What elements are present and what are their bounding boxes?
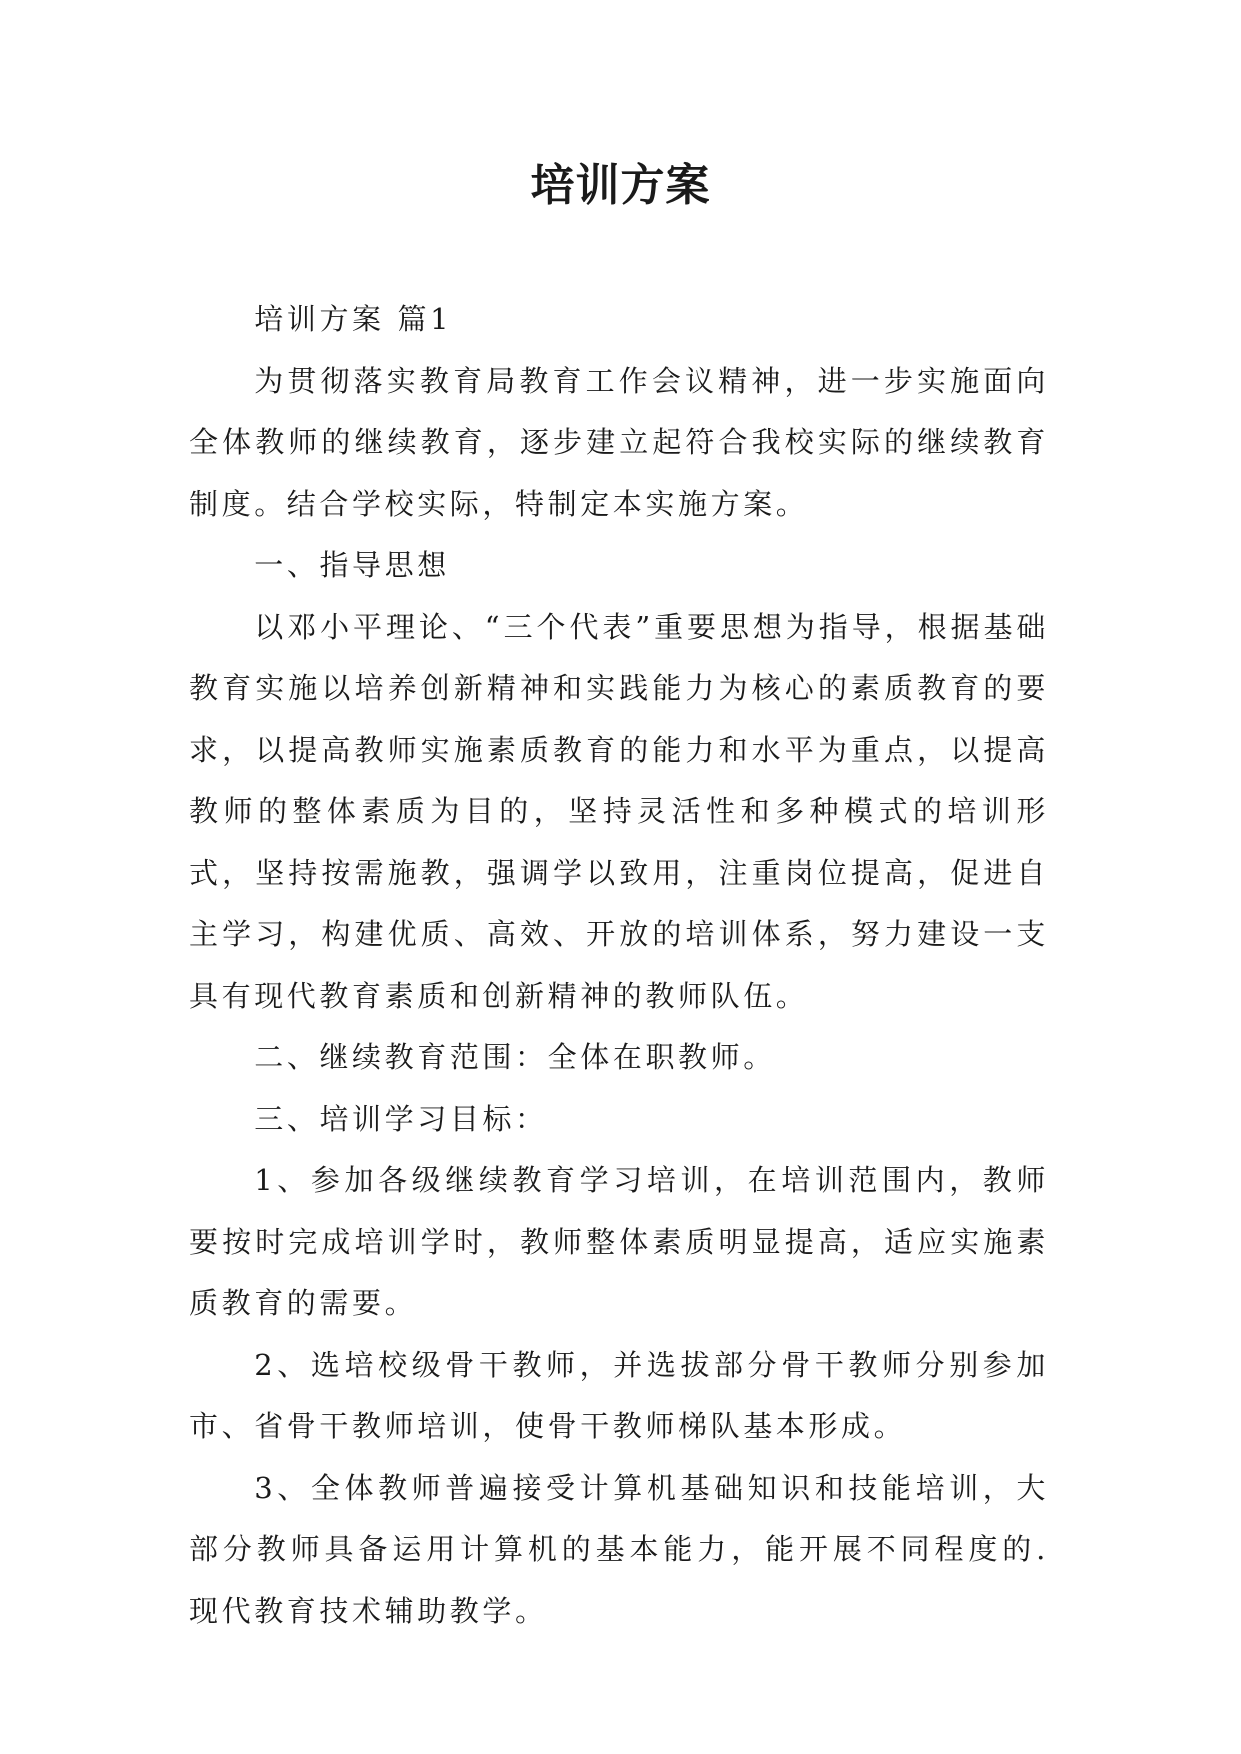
heading-training-goals: 三、培训学习目标： [254,1101,548,1136]
goal-item-2: 2、选培校级骨干教师，并选拔部分骨干教师分别参加市、省骨干教师培训，使骨干教师梯队基本形成。 [189,1347,1049,1443]
document-title: 培训方案 [530,160,711,211]
goal-item-1: 1、参加各级继续教育学习培训，在培训范围内，教师要按时完成培训学时，教师整体素质明显提高，适应实施素质教育的需要。 [189,1163,1049,1320]
section-heading: 培训方案 篇1 [254,302,453,336]
heading-education-scope: 二、继续教育范围：全体在职教师。 [254,1040,776,1074]
goal-item-3: 3、全体教师普遍接受计算机基础知识和技能培训，大部分教师具备运用计算机的基本能力，能开展不同程度的.现代教育技术辅助教学。 [189,1470,1049,1628]
intro-paragraph: 为贯彻落实教育局教育工作会议精神，进一步实施面向全体教师的继续教育，逐步建立起符合我校实际的继续教育制度。结合学校实际，特制定本实施方案。 [189,363,1049,521]
guiding-ideology-paragraph: 以邓小平理论、“三个代表”重要思想为指导，根据基础教育实施以培养创新精神和实践能力为核心的素质教育的要求，以提高教师实施素质教育的能力和水平为重点，以提高教师的整体素质为目的，坚持灵活性和多种模式的培训形式，坚持按需施教，强调学以致用，注重岗位提高，促进自主学习，构建优质、高效、开放的培训体系，努力建设一支具有现代教育素质和创新精神的教师队伍。 [189,609,1049,1013]
document-body [189,289,1049,1642]
heading-guiding-ideology: 一、指导思想 [254,548,450,582]
